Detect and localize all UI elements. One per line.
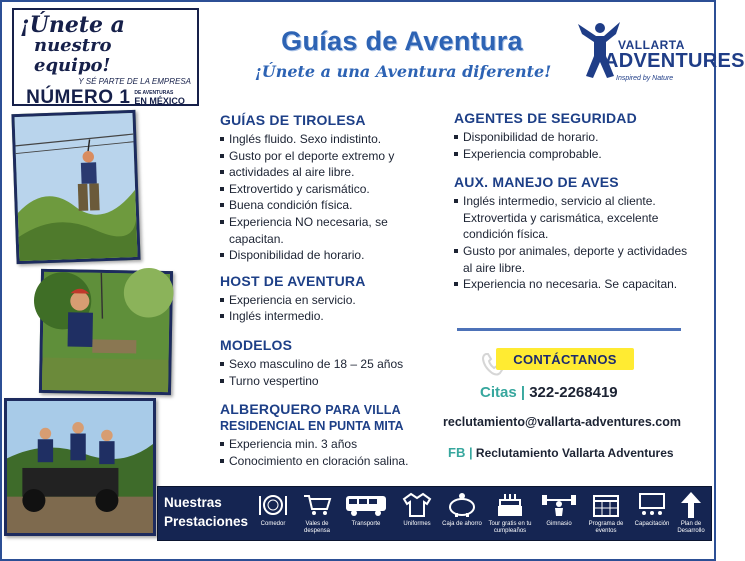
benefit-transporte xyxy=(341,491,391,541)
left-jobs-column xyxy=(220,112,445,469)
list-item: Turno vespertino xyxy=(220,373,445,390)
job-tirolesa xyxy=(220,112,445,264)
benefits-title-line-2: Prestaciones xyxy=(164,514,249,529)
join-team-badge xyxy=(12,8,199,106)
benefit-uniformes xyxy=(395,491,439,541)
benefits-title-line-1: Nuestras xyxy=(164,495,222,510)
right-jobs-column xyxy=(454,110,690,293)
benefit-label: Plan de Desarrollo xyxy=(677,521,705,534)
list-item: Experiencia en servicio. xyxy=(220,292,445,309)
logo-tagline: Inspired by Nature xyxy=(616,75,674,82)
badge-number-row xyxy=(20,87,191,109)
plate-cutlery-icon xyxy=(258,493,288,517)
benefit-label: Transporte xyxy=(351,521,381,527)
job-items-alberquero xyxy=(220,436,445,469)
page-subtitle: ¡Únete a una Aventura diferente! xyxy=(254,62,552,81)
badge-small: DE AVENTURAS xyxy=(134,90,174,96)
benefit-label: Programa de eventos xyxy=(588,521,624,534)
list-item: Disponibilidad de horario. xyxy=(220,247,445,264)
benefit-label: Capacitación xyxy=(634,521,670,527)
benefit-label: Gimnasio xyxy=(546,521,572,527)
list-item: Gusto por animales, deporte y actividades al aire libre. xyxy=(454,243,690,276)
list-item: Extrovertido y carismático. xyxy=(220,181,445,198)
list-item: Disponibilidad de horario. xyxy=(454,129,690,146)
badge-number: NÚMERO 1 xyxy=(26,87,131,108)
atv-photo xyxy=(4,398,156,536)
job-title-alberquero xyxy=(220,401,445,418)
badge-line-1: ¡Únete a xyxy=(20,12,125,38)
benefit-comedor xyxy=(251,491,295,541)
piggy-bank-icon xyxy=(446,492,478,518)
job-title-alberquero-line2: RESIDENCIAL EN PUNTA MITA xyxy=(220,419,404,434)
badge-suffix xyxy=(134,90,185,106)
job-title-host: HOST DE AVENTURA xyxy=(220,272,366,289)
benefit-despensa xyxy=(295,491,339,541)
benefit-label: Comedor xyxy=(260,521,286,527)
birthday-cake-icon xyxy=(495,492,525,518)
job-seguridad xyxy=(454,110,690,162)
list-item: actividades al aire libre. xyxy=(220,164,445,181)
divider xyxy=(457,328,681,331)
page-title: Guías de Aventura xyxy=(281,26,523,56)
job-aves xyxy=(454,174,690,293)
benefit-desarrollo xyxy=(669,491,713,541)
job-items-modelos xyxy=(220,356,445,389)
zipline-photo xyxy=(11,110,140,264)
job-title-seguridad: AGENTES DE SEGURIDAD xyxy=(454,110,637,126)
benefit-caja-ahorro xyxy=(440,491,484,541)
facebook-link[interactable]: Reclutamiento Vallarta Adventures xyxy=(475,446,674,460)
email-link[interactable]: reclutamiento@vallarta-adventures.com xyxy=(443,415,681,429)
list-item: Inglés intermedio, servicio al cliente. Extrovertida y carismática, excelente condición física. xyxy=(454,193,690,243)
benefit-label: Tour gratis en tu cumpleaños xyxy=(488,521,532,534)
uniform-shirt-icon xyxy=(402,492,432,518)
job-title-alberquero-main: ALBERQUERO xyxy=(220,401,322,418)
benefit-eventos xyxy=(584,491,628,541)
list-item: Experiencia comprobable. xyxy=(454,146,690,163)
list-item: Buena condición física. xyxy=(220,197,445,214)
job-items-aves xyxy=(454,193,690,293)
training-board-icon xyxy=(636,492,668,518)
benefit-label: Vales de despensa xyxy=(303,521,331,534)
list-item: Experiencia no necesaria. Se capacitan. xyxy=(454,276,690,293)
badge-line-3: Y SÉ PARTE DE LA EMPRESA xyxy=(78,77,191,86)
benefit-cumpleanos xyxy=(486,491,534,541)
badge-country: EN MÉXICO xyxy=(134,96,185,106)
list-item: Sexo masculino de 18 – 25 años xyxy=(220,356,445,373)
calendar-icon xyxy=(591,492,621,518)
weightlifter-icon xyxy=(541,492,577,518)
benefit-label: Caja de ahorro xyxy=(442,521,482,527)
citas-label: Citas | xyxy=(480,384,526,401)
job-title-tirolesa: GUÍAS DE TIROLESA xyxy=(220,112,366,128)
facebook-row xyxy=(448,445,674,460)
fb-label: FB | xyxy=(448,445,473,460)
list-item: Experiencia min. 3 años xyxy=(220,436,445,453)
bus-icon xyxy=(344,493,388,517)
benefits-title xyxy=(164,493,248,531)
job-items-host xyxy=(220,292,445,325)
job-title-aves: AUX. MANEJO DE AVES xyxy=(454,174,619,191)
job-alberquero xyxy=(220,401,445,469)
list-item: Inglés intermedio. xyxy=(220,308,445,325)
benefit-gimnasio xyxy=(537,491,581,541)
logo-line-2: ADVENTURES xyxy=(604,50,745,72)
benefit-capacitacion xyxy=(630,491,674,541)
job-title-modelos: MODELOS xyxy=(220,336,293,353)
job-title-alberquero-rest: PARA VILLA xyxy=(321,403,401,418)
shopping-cart-icon xyxy=(302,493,332,517)
list-item: Experiencia NO necesaria, se capacitan. xyxy=(220,214,445,247)
arrow-up-icon xyxy=(679,491,703,519)
phone-number[interactable]: 322-2268419 xyxy=(529,384,618,401)
contact-button[interactable]: CONTÁCTANOS xyxy=(496,348,634,370)
logo-line-1: VALLARTA xyxy=(618,38,685,52)
badge-line-2: nuestro equipo! xyxy=(34,35,112,76)
list-item: Conocimiento en cloración salina. xyxy=(220,453,445,470)
zipline-guide-photo xyxy=(39,269,173,395)
benefit-label: Uniformes xyxy=(403,521,431,527)
job-modelos xyxy=(220,337,445,389)
vallarta-adventures-logo xyxy=(576,16,745,92)
list-item: Gusto por el deporte extremo y xyxy=(220,148,445,165)
benefits-bar xyxy=(157,486,712,541)
job-items-tirolesa xyxy=(220,131,445,264)
phone-row xyxy=(480,384,618,401)
list-item: Inglés fluido. Sexo indistinto. xyxy=(220,131,445,148)
job-host xyxy=(220,273,445,325)
job-items-seguridad xyxy=(454,129,690,162)
